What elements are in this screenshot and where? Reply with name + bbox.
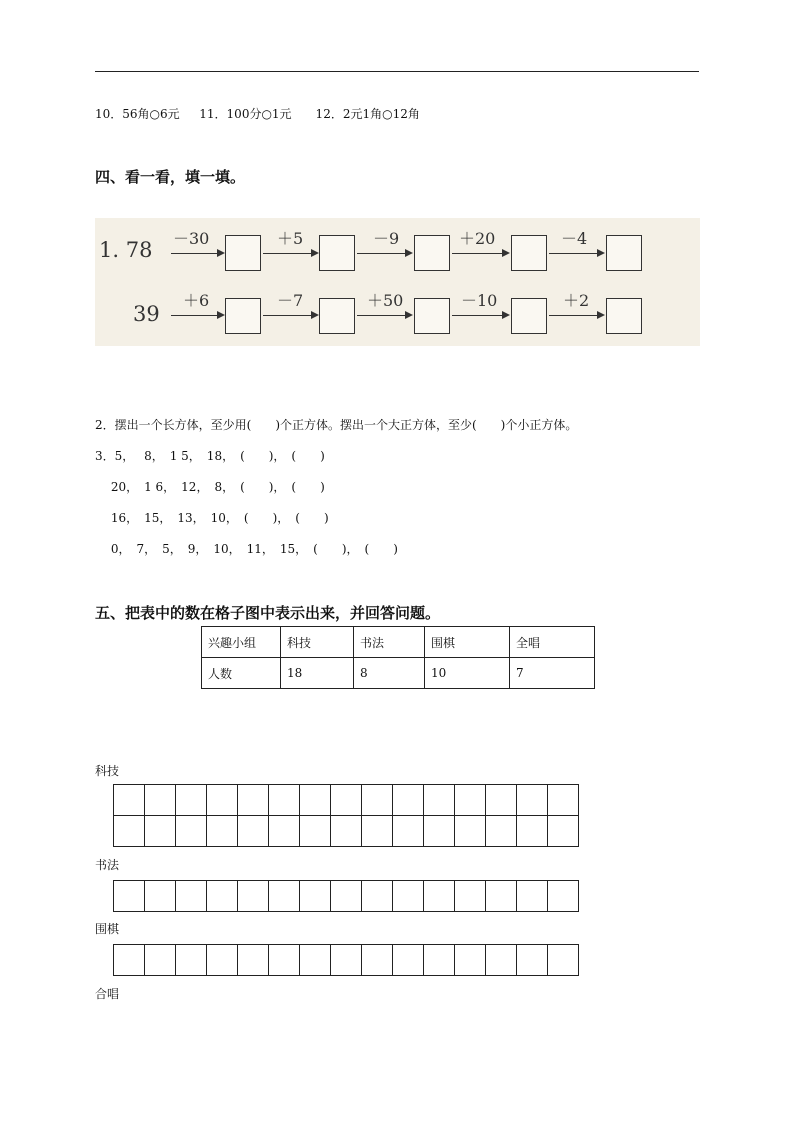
grid-cell[interactable] xyxy=(238,785,269,816)
row1-answer-box-4[interactable] xyxy=(511,235,547,271)
section4-heading: 四、看一看，填一填。 xyxy=(95,168,246,186)
grid-cell[interactable] xyxy=(269,945,300,976)
interest-group-table xyxy=(201,626,595,689)
grid-cell[interactable] xyxy=(424,881,455,912)
grid-cell[interactable] xyxy=(176,816,207,847)
table-cell: 7 xyxy=(510,658,595,689)
row1-op-4: ＋20 xyxy=(459,229,496,248)
grid-row xyxy=(114,945,579,976)
row2-answer-box-3[interactable] xyxy=(414,298,450,334)
grid-cell[interactable] xyxy=(176,785,207,816)
grid-cell[interactable] xyxy=(424,785,455,816)
grid-cell[interactable] xyxy=(238,816,269,847)
grid-cell[interactable] xyxy=(455,881,486,912)
grid-cell[interactable] xyxy=(517,881,548,912)
row2-arrow-5 xyxy=(549,315,603,316)
grid-cell[interactable] xyxy=(548,945,579,976)
row1-arrow-4 xyxy=(452,253,508,254)
row2-op-1: ＋6 xyxy=(183,291,210,310)
grid-cell[interactable] xyxy=(455,816,486,847)
grid-cell[interactable] xyxy=(393,881,424,912)
table-cell: 人数 xyxy=(202,658,281,689)
grid-cell[interactable] xyxy=(145,785,176,816)
section5-heading: 五、把表中的数在格子图中表示出来，并回答问题。 xyxy=(95,604,441,622)
sequence-line-1: 3．5， 8， 1 5， 18， ( )， ( ) xyxy=(95,449,325,463)
grid-cell[interactable] xyxy=(393,945,424,976)
grid-cell[interactable] xyxy=(455,945,486,976)
grid-cell[interactable] xyxy=(486,881,517,912)
table-header-cell: 围棋 xyxy=(425,627,510,658)
grid-cell[interactable] xyxy=(424,816,455,847)
grid-keji xyxy=(113,784,579,847)
grid-cell[interactable] xyxy=(517,945,548,976)
grid-cell[interactable] xyxy=(300,785,331,816)
row2-op-5: ＋2 xyxy=(563,291,590,310)
row1-op-1: －30 xyxy=(173,229,210,248)
grid-cell[interactable] xyxy=(517,785,548,816)
row2-arrow-3 xyxy=(357,315,411,316)
row1-op-3: －9 xyxy=(373,229,400,248)
row2-arrow-4 xyxy=(452,315,508,316)
row2-arrow-2 xyxy=(263,315,317,316)
grid-cell[interactable] xyxy=(114,785,145,816)
compare-line: 10．56角○6元 11．100分○1元 12．2元1角○12角 xyxy=(95,107,420,121)
grid-cell[interactable] xyxy=(207,785,238,816)
arrow-diagram xyxy=(95,218,700,346)
row2-answer-box-5[interactable] xyxy=(606,298,642,334)
grid-cell[interactable] xyxy=(486,816,517,847)
table-header-cell: 科技 xyxy=(281,627,354,658)
grid-cell[interactable] xyxy=(114,816,145,847)
table-header-cell: 全唱 xyxy=(510,627,595,658)
sequence-line-4: 0， 7， 5， 9， 10， 11， 15， ( )， ( ) xyxy=(95,542,398,556)
table-header-row xyxy=(202,627,595,658)
row2-answer-box-1[interactable] xyxy=(225,298,261,334)
grid-weiqi xyxy=(113,944,579,976)
grid-cell[interactable] xyxy=(362,945,393,976)
row1-arrow-5 xyxy=(549,253,603,254)
grid-label-weiqi: 围棋 xyxy=(95,922,120,936)
row2-arrow-1 xyxy=(171,315,223,316)
table-row xyxy=(202,658,595,689)
grid-cell[interactable] xyxy=(486,785,517,816)
grid-cell[interactable] xyxy=(331,785,362,816)
row1-answer-box-2[interactable] xyxy=(319,235,355,271)
grid-cell[interactable] xyxy=(207,945,238,976)
grid-cell[interactable] xyxy=(300,881,331,912)
grid-row xyxy=(114,816,579,847)
grid-cell[interactable] xyxy=(269,785,300,816)
grid-cell[interactable] xyxy=(548,785,579,816)
header-rule xyxy=(95,71,699,72)
row2-answer-box-4[interactable] xyxy=(511,298,547,334)
grid-cell[interactable] xyxy=(455,785,486,816)
grid-cell[interactable] xyxy=(331,816,362,847)
row1-arrow-2 xyxy=(263,253,317,254)
grid-cell[interactable] xyxy=(486,945,517,976)
row1-start-label: 1. 78 xyxy=(99,238,153,262)
grid-label-hechang: 合唱 xyxy=(95,987,120,1001)
grid-cell[interactable] xyxy=(548,816,579,847)
row2-op-3: ＋50 xyxy=(367,291,404,310)
grid-cell[interactable] xyxy=(114,945,145,976)
grid-cell[interactable] xyxy=(362,881,393,912)
grid-cell[interactable] xyxy=(207,881,238,912)
grid-cell[interactable] xyxy=(145,945,176,976)
table-header-cell: 兴趣小组 xyxy=(202,627,281,658)
row1-arrow-1 xyxy=(171,253,223,254)
grid-cell[interactable] xyxy=(207,816,238,847)
table-cell: 18 xyxy=(281,658,354,689)
row2-start-label: 39 xyxy=(133,302,160,326)
grid-label-keji: 科技 xyxy=(95,764,120,778)
grid-cell[interactable] xyxy=(548,881,579,912)
sequence-line-2: 20， 1 6， 12， 8， ( )， ( ) xyxy=(95,480,325,494)
grid-shufa xyxy=(113,880,579,912)
grid-cell[interactable] xyxy=(114,881,145,912)
row2-op-2: －7 xyxy=(277,291,304,310)
question-2: 2．摆出一个长方体，至少用( )个正方体。摆出一个大正方体，至少( )个小正方体。 xyxy=(95,418,578,432)
row1-answer-box-3[interactable] xyxy=(414,235,450,271)
grid-cell[interactable] xyxy=(300,945,331,976)
grid-cell[interactable] xyxy=(517,816,548,847)
grid-cell[interactable] xyxy=(300,816,331,847)
row1-arrow-3 xyxy=(357,253,411,254)
table-cell: 8 xyxy=(354,658,425,689)
row2-answer-box-2[interactable] xyxy=(319,298,355,334)
grid-cell[interactable] xyxy=(238,945,269,976)
grid-cell[interactable] xyxy=(269,816,300,847)
grid-cell[interactable] xyxy=(145,881,176,912)
grid-cell[interactable] xyxy=(238,881,269,912)
row1-answer-box-1[interactable] xyxy=(225,235,261,271)
grid-cell[interactable] xyxy=(145,816,176,847)
grid-label-shufa: 书法 xyxy=(95,858,120,872)
grid-cell[interactable] xyxy=(269,881,300,912)
row1-op-5: －4 xyxy=(561,229,588,248)
table-header-cell: 书法 xyxy=(354,627,425,658)
grid-row xyxy=(114,881,579,912)
grid-cell[interactable] xyxy=(331,945,362,976)
grid-cell[interactable] xyxy=(393,816,424,847)
grid-cell[interactable] xyxy=(331,881,362,912)
grid-cell[interactable] xyxy=(393,785,424,816)
table-cell: 10 xyxy=(425,658,510,689)
grid-row xyxy=(114,785,579,816)
grid-cell[interactable] xyxy=(424,945,455,976)
grid-cell[interactable] xyxy=(362,785,393,816)
grid-cell[interactable] xyxy=(176,881,207,912)
row2-op-4: －10 xyxy=(461,291,498,310)
row1-op-2: ＋5 xyxy=(277,229,304,248)
row1-answer-box-5[interactable] xyxy=(606,235,642,271)
grid-cell[interactable] xyxy=(176,945,207,976)
grid-cell[interactable] xyxy=(362,816,393,847)
sequence-line-3: 16， 15， 13， 10， ( )， ( ) xyxy=(95,511,329,525)
